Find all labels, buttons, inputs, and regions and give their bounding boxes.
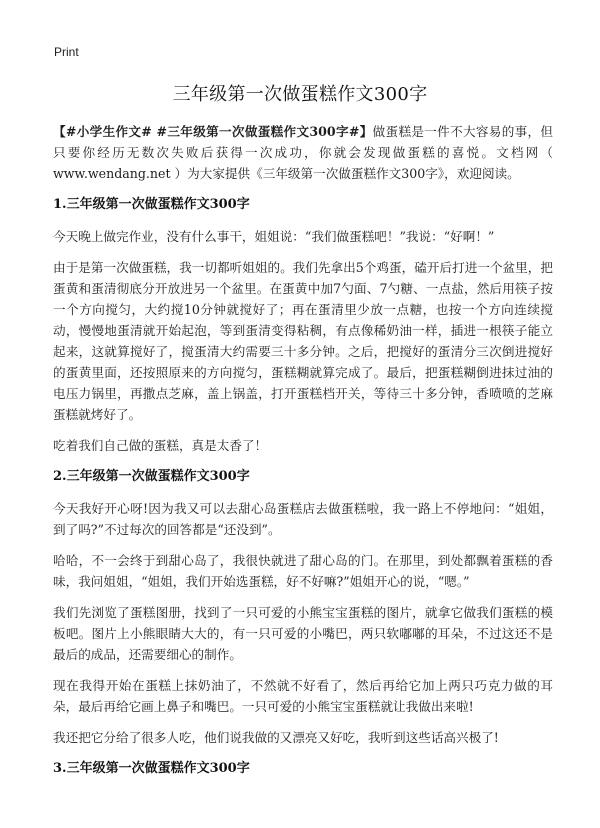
paragraph: 吃着我们自己做的蛋糕，真是太香了！ — [53, 438, 268, 453]
paragraph: 我还把它分给了很多人吃，他们说我做的又漂亮又好吃，我听到这些话高兴极了! — [53, 730, 499, 745]
document-title: 三年级第一次做蛋糕作文300字 — [172, 84, 428, 105]
paragraph: 今天我好开心呀!因为我又可以去甜心岛蛋糕店去做蛋糕啦，我一路上不停地问：“姐姐，到了吗?”不过每次的回答都是“还没到”。 — [53, 501, 553, 537]
paragraph: 由于是第一次做蛋糕，我一切都听姐姐的。我们先拿出5个鸡蛋，磕开后打进一个盆里，把蛋黄和蛋清彻底分开放进另一个盆里。在蛋黄中加7勺面、7勺糖、一点盐，然后用筷子按一个方向搅匀，大约搅10分钟就搅好了；再在蛋清里少放一点糖，也按一个方向连续搅动，慢慢地蛋清就开始起泡，等到蛋清变得粘稠，有点像稀奶油一样，插进一根筷子能立起来，这就算搅好了，搅蛋清大约需要三十多分钟。之后，把搅好的蛋清分三次倒进搅好的蛋黄里面，还按照原来的方向搅匀，蛋糕糊就算完成了。最后，把蛋糕糊倒进抹过油的电压力锅里，再撒点芝麻，盖上锅盖，打开蛋糕档开关，等待三十多分钟，香喷喷的芝麻蛋糕就烤好了。 — [53, 260, 553, 422]
intro-tag: 【#小学生作文# #三年级第一次做蛋糕作文300字#】 — [53, 124, 373, 139]
paragraph: 现在我得开始在蛋糕上抹奶油了，不然就不好看了，然后再给它加上两只巧克力做的耳朵，最后再给它画上鼻子和嘴巴。一只可爱的小熊宝宝蛋糕就让我做出来啦! — [53, 678, 553, 714]
section-heading: 3.三年级第一次做蛋糕作文300字 — [53, 761, 250, 776]
paragraph: 今天晚上做完作业，没有什么事干，姐姐说：“我们做蛋糕吧！”我说：“好啊！” — [53, 229, 495, 244]
section-heading: 2.三年级第一次做蛋糕作文300字 — [53, 469, 250, 484]
paragraph: 哈哈，不一会终于到甜心岛了，我很快就进了甜心岛的门。在那里，到处都飘着蛋糕的香味，我问姐姐，“姐姐，我们开始选蛋糕，好不好嘛?”姐姐开心的说，“嗯。” — [53, 553, 553, 589]
section-heading: 1.三年级第一次做蛋糕作文300字 — [53, 197, 250, 212]
print-label: Print — [54, 45, 79, 59]
paragraph: 我们先浏览了蛋糕图册，找到了一只可爱的小熊宝宝蛋糕的图片，就拿它做我们蛋糕的模板吧。图片上小熊眼睛大大的，有一只可爱的小嘴巴，两只软嘟嘟的耳朵，不过这还不是最后的成品，还需要细心的制作。 — [53, 605, 553, 662]
intro-text: 做蛋糕是一件不大容易的事，但只要你经历无数次失败后获得一次成功，你就会发现做蛋糕的喜悦。文档网（ www.wendang.net ）为大家提供《三年级第一次做蛋糕作文300字》，欢迎阅读。 — [53, 124, 553, 181]
intro-paragraph — [53, 121, 553, 184]
document-body — [53, 121, 553, 790]
